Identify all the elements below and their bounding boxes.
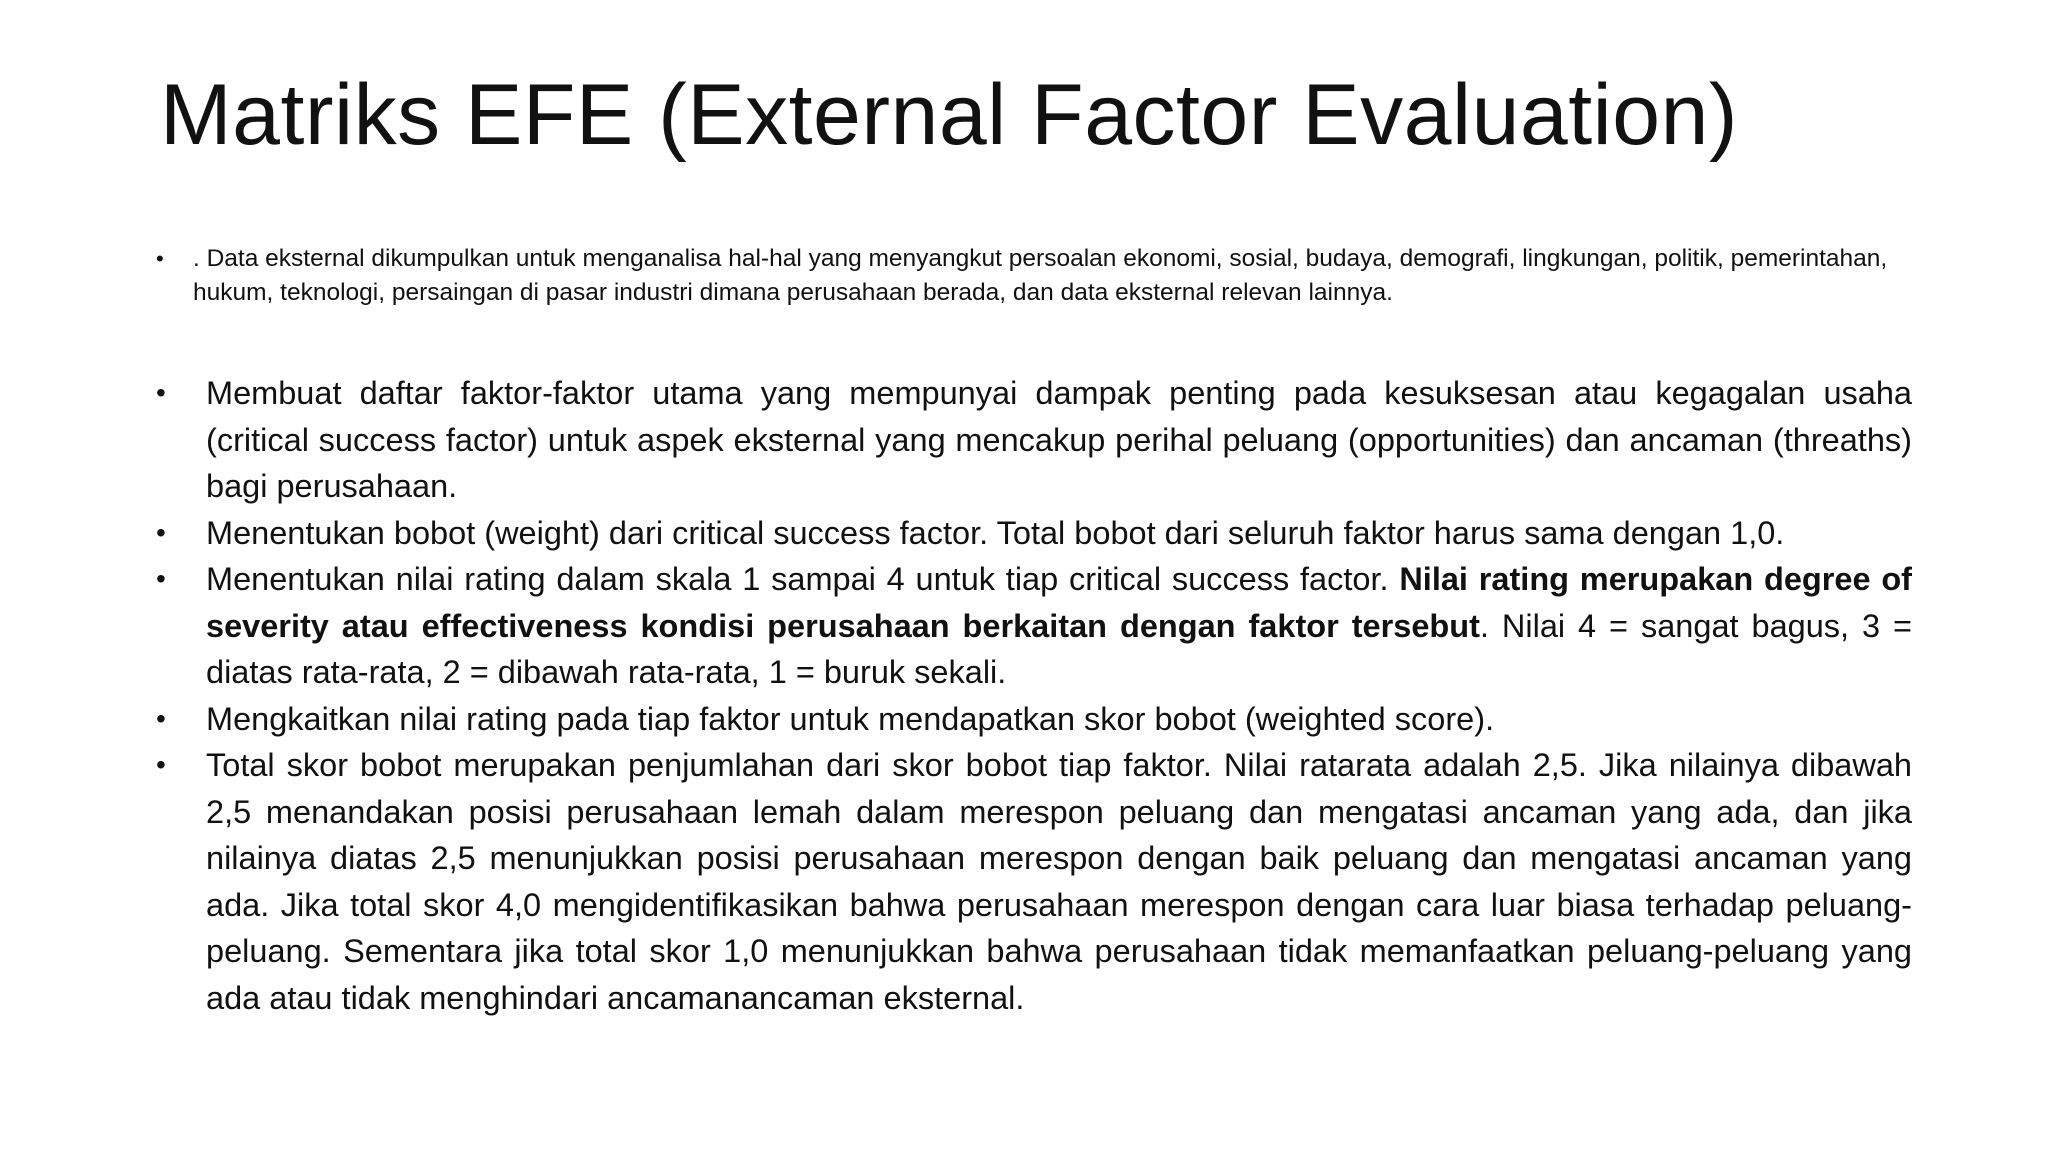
intro-bullet xyxy=(156,242,1912,310)
step-text: Menentukan bobot (weight) dari critical success factor. Total bobot dari seluruh faktor harus sama dengan 1,0. xyxy=(206,514,1785,551)
step-bullet-2 xyxy=(156,510,1912,557)
intro-bullet-list xyxy=(156,242,1912,310)
bullet-marker: • xyxy=(156,563,166,594)
step-bullet-5 xyxy=(156,742,1912,1021)
bullet-marker: • xyxy=(156,377,166,408)
step-text: Membuat daftar faktor-faktor utama yang mempunyai dampak penting pada kesuksesan atau kegagalan usaha (critical success factor) untuk aspek eksternal yang mencakup perihal peluang (opportunities) dan ancaman (threaths) bagi perusahaan. xyxy=(206,375,1912,504)
step-bullet-list xyxy=(156,370,1912,1021)
step-text-rating-scale: . Nilai 4 = sangat bagus, 3 = diatas rata-rata, 2 = dibawah rata-rata, 1 = buruk sekali. xyxy=(206,607,1912,690)
step-bullet-4 xyxy=(156,696,1912,743)
slide-title: Matriks EFE (External Factor Evaluation) xyxy=(160,67,1739,163)
step-text: Total skor bobot merupakan penjumlahan dari skor bobot tiap faktor. Nilai ratarata adalah 2,5. Jika nilainya dibawah 2,5 menandakan posisi perusahaan lemah dalam merespon peluang dan mengatasi ancaman yang ada, dan jika nilainya diatas 2,5 menunjukkan posisi perusahaan merespon dengan baik peluang dan mengatasi ancaman yang ada. Jika total skor 4,0 mengidentifikasikan bahwa perusahaan merespon dengan cara luar biasa terhadap peluang-peluang. Sementara jika total skor 1,0 menunjukkan bahwa perusahaan tidak memanfaatkan peluang-peluang yang ada atau tidak menghindari ancamanancaman eksternal. xyxy=(206,747,1912,1016)
step-text-emphasis: Nilai rating merupakan degree of severity atau effectiveness kondisi perusahaan berkaitan dengan faktor tersebut xyxy=(206,561,1913,644)
step-text-intro: Menentukan nilai rating dalam skala 1 sampai 4 untuk tiap critical success factor. xyxy=(206,561,1400,597)
step-bullet-3 xyxy=(156,556,1912,696)
bullet-marker: • xyxy=(156,246,164,271)
bullet-marker: • xyxy=(156,702,166,734)
bullet-marker: • xyxy=(156,516,166,548)
intro-text: . Data eksternal dikumpulkan untuk menganalisa hal-hal yang menyangkut persoalan ekonomi, sosial, budaya, demografi, lingkungan, politik, pemerintahan, hukum, teknologi, persaingan di pasar industri dimana perusahaan berada, dan data eksternal relevan lainnya. xyxy=(193,245,1888,306)
step-text: Mengkaitkan nilai rating pada tiap faktor untuk mendapatkan skor bobot (weighted score). xyxy=(206,700,1495,737)
bullet-marker: • xyxy=(156,749,166,780)
step-bullet-1 xyxy=(156,370,1912,510)
